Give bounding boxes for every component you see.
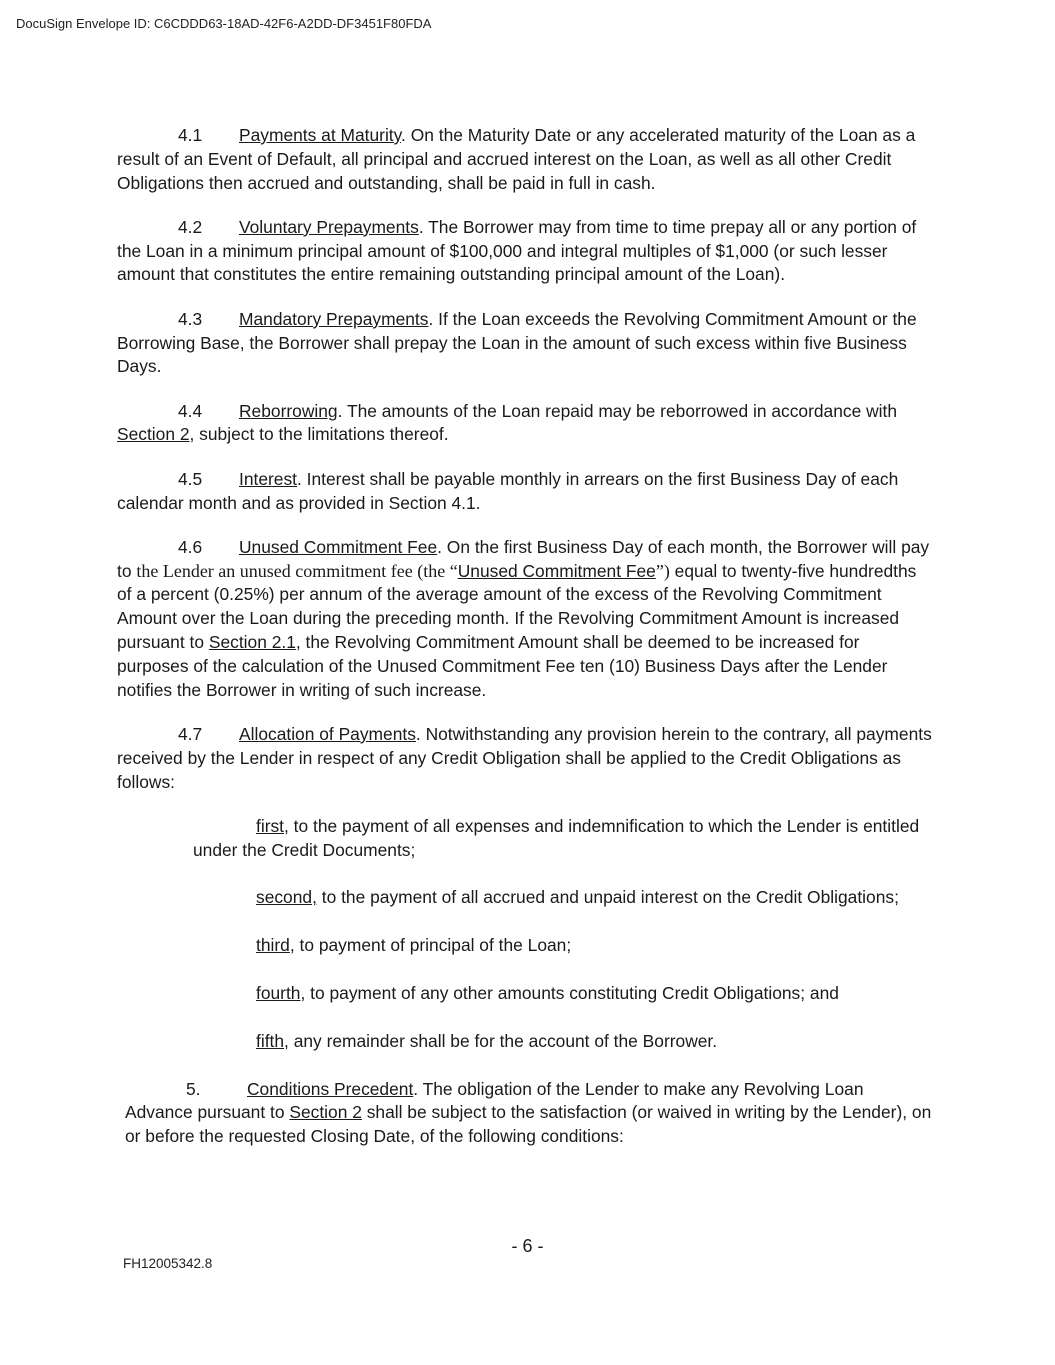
document-id: FH12005342.8 <box>123 1256 213 1271</box>
section-text: . The amounts of the Loan repaid may be reborrowed in accordance with <box>337 400 898 421</box>
section-title: Mandatory Prepayments <box>239 308 429 329</box>
allocation-item <box>117 886 932 910</box>
allocation-text: , any remainder shall be for the account of the Borrower. <box>284 1030 718 1051</box>
section-text-serif: ”) <box>655 560 670 581</box>
section-4-1 <box>117 124 932 195</box>
section-number: 4.7 <box>178 723 203 744</box>
section-text: . On the Maturity Date or any accelerated maturity of the Loan as a result of an Event of Default, all principal and accrued interest on the Loan, as well as all other Credit Obligations then accrued and outstanding, shall be paid in full in cash. <box>117 125 916 193</box>
section-text: , the Revolving Commitment Amount shall be deemed to be increased for purposes of the calculation of the Unused Commitment Fee ten (10) Business Days after the Lender notifies the Borrower in writing of such increase. <box>117 632 888 700</box>
section-text: . On the first Business Day of each month, the Borrower will pay to <box>117 536 930 581</box>
section-number: 4.1 <box>178 125 203 145</box>
allocation-ordinal: third <box>256 935 290 956</box>
section-4-4 <box>117 400 932 448</box>
section-reference: Section 2.1 <box>208 632 296 653</box>
section-number: 4.3 <box>178 308 203 329</box>
section-title: Conditions Precedent <box>247 1078 414 1099</box>
allocation-ordinal: first <box>256 815 285 836</box>
section-reference: Section 2 <box>289 1102 362 1123</box>
section-text: , subject to the limitations thereof. <box>189 424 449 445</box>
allocation-text: to the payment of all accrued and unpaid interest on the Credit Obligations; <box>316 887 899 908</box>
section-title: Unused Commitment Fee <box>239 536 438 557</box>
allocation-ordinal: fourth <box>256 983 301 1004</box>
section-text: equal to twenty-five hundredths of a percent (0.25%) per annum of the average amount of the excess of the Revolving Commitment Amount over the Loan during the preceding month. If the Revolving Commitment Amount is increased pursuant to <box>117 560 917 653</box>
section-number: 4.5 <box>178 468 203 489</box>
allocation-ordinal: fifth <box>256 1030 285 1051</box>
allocation-item <box>117 1030 932 1054</box>
section-4-5 <box>117 468 932 516</box>
section-title: Voluntary Prepayments <box>239 216 419 237</box>
section-4-3 <box>117 308 932 379</box>
section-title: Reborrowing <box>239 400 338 421</box>
document-body <box>117 124 932 1170</box>
section-text: shall be subject to the satisfaction (or waived in writing by the Lender), on or before the requested Closing Date, of the following conditions: <box>125 1102 932 1147</box>
section-number: 4.4 <box>178 400 203 421</box>
docusign-envelope-id: DocuSign Envelope ID: C6CDDD63-18AD-42F6-A2DD-DF3451F80FDA <box>16 16 432 31</box>
section-4-7 <box>117 723 932 794</box>
defined-term: Unused Commitment Fee <box>457 560 656 581</box>
section-number: 4.6 <box>178 536 203 557</box>
allocation-item <box>117 815 932 863</box>
section-4-6 <box>117 536 932 703</box>
section-4-2 <box>117 216 932 287</box>
section-number: 5. <box>186 1078 201 1099</box>
page-number: - 6 - <box>511 1236 544 1256</box>
allocation-item <box>117 982 932 1006</box>
section-text: . The Borrower may from time to time prepay all or any portion of the Loan in a minimum principal amount of $100,000 and integral multiples of $1,000 (or such lesser amount that constitutes the entire remaining outstanding principal amount of the Loan). <box>117 216 917 285</box>
section-text: . Notwithstanding any provision herein to the contrary, all payments received by the Lender in respect of any Credit Obligation shall be applied to the Credit Obligations as follows: <box>117 723 932 792</box>
allocation-text: , to payment of principal of the Loan; <box>289 935 572 956</box>
section-text-serif: the Lender an unused commitment fee (the “ <box>136 560 458 581</box>
section-5 <box>125 1078 932 1149</box>
section-number: 4.2 <box>178 216 203 237</box>
section-text: . If the Loan exceeds the Revolving Commitment Amount or the Borrowing Base, the Borrower shall prepay the Loan in the amount of such excess within five Business Days. <box>117 308 917 377</box>
section-title: Payments at Maturity <box>239 125 402 145</box>
section-title: Allocation of Payments <box>239 723 416 744</box>
section-text: . The obligation of the Lender to make any Revolving Loan Advance pursuant to <box>125 1078 864 1123</box>
section-text: . Interest shall be payable monthly in arrears on the first Business Day of each calendar month and as provided in Section 4.1. <box>117 468 899 513</box>
section-reference: Section 2 <box>117 424 190 445</box>
allocation-item <box>117 934 932 958</box>
allocation-ordinal: second, <box>256 887 317 908</box>
allocation-text: , to payment of any other amounts constituting Credit Obligations; and <box>300 983 839 1004</box>
allocation-text: , to the payment of all expenses and indemnification to which the Lender is entitled under the Credit Documents; <box>193 815 920 860</box>
section-title: Interest <box>239 468 297 489</box>
